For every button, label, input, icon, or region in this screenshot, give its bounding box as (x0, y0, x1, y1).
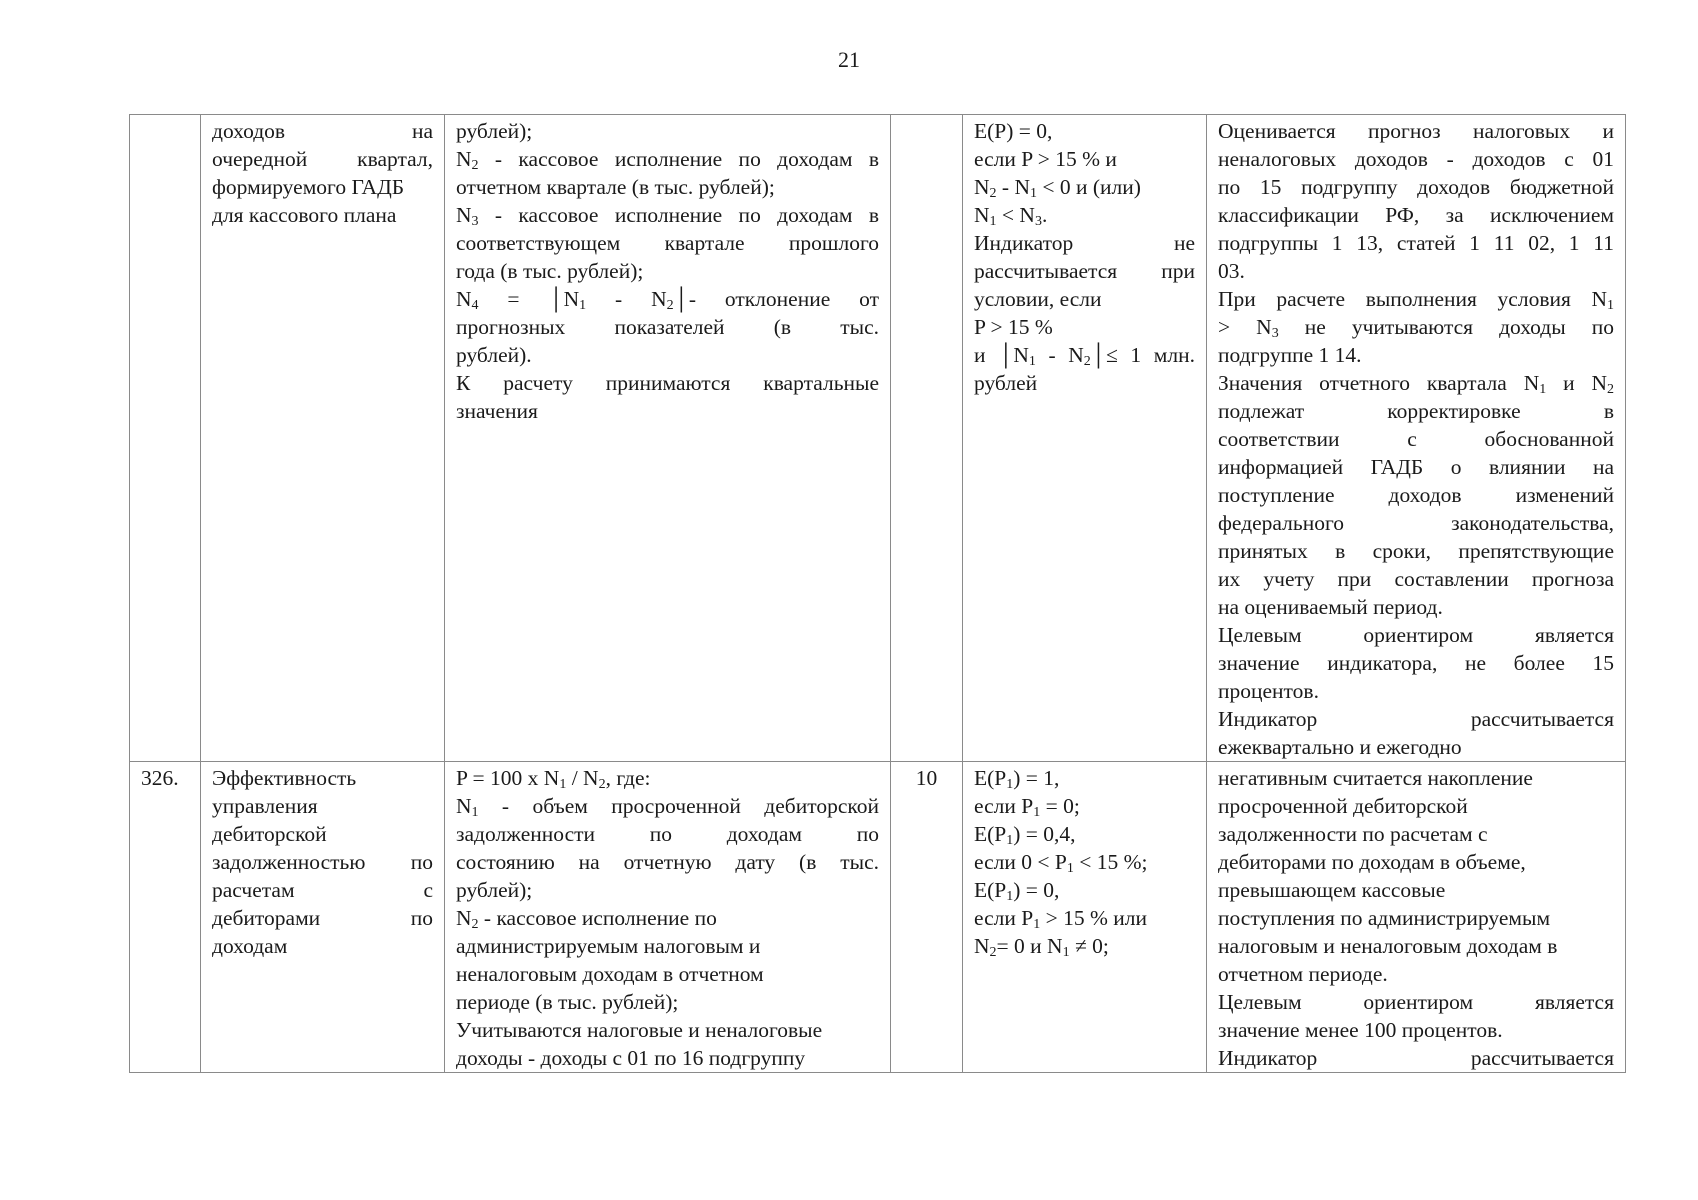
text-line: рассчитывается при (974, 259, 1195, 283)
text-line: $E(P_1) = 1$, (974, 766, 1060, 792)
text-line: задолженности по расчетам с (1218, 822, 1488, 846)
text-line: рублей (974, 371, 1038, 395)
text-line: доходов на (212, 119, 433, 143)
text-line: доходам (212, 934, 288, 958)
text-line: очередной квартал, (212, 147, 433, 171)
text-line: неналоговых доходов - доходов с 01 (1218, 147, 1614, 171)
text-line: значение индикатора, не более 15 (1218, 651, 1614, 675)
evaluation-values-cell (963, 115, 1207, 762)
text-line: задолженности по доходам по (456, 822, 879, 846)
text-line: расчетам с (212, 878, 433, 902)
text-line: рублей); (456, 878, 533, 902)
text-line: условии, если (974, 287, 1102, 311)
text-line: прогнозных показателей (в тыс. (456, 315, 879, 339)
indicator-number-cell: 326. (130, 762, 201, 1073)
text-line: Целевым ориентиром является (1218, 623, 1614, 647)
evaluation-values-cell (963, 762, 1207, 1073)
text-line: налоговым и неналоговым доходам в (1218, 934, 1558, 958)
text-line: подгруппы 1 13, статей 1 11 02, 1 11 (1218, 231, 1614, 255)
text-line: превышающем кассовые (1218, 878, 1446, 902)
text-line: состоянию на отчетную дату (в тыс. (456, 850, 879, 874)
text-line: отчетном квартале (в тыс. рублей); (456, 175, 775, 199)
page-number: 21 (838, 47, 860, 72)
weight-cell: 10 (891, 762, 963, 1073)
text-line: на оцениваемый период. (1218, 595, 1443, 619)
text-line: Учитываются налоговые и неналоговые (456, 1018, 823, 1042)
indicators-table (129, 114, 1626, 1073)
text-line: $N_2$ - кассовое исполнение по (456, 906, 717, 932)
text-line: Целевым ориентиром является (1218, 990, 1614, 1014)
text-line: и $│N_1$ - $N_2│\le 1$ млн. (974, 343, 1195, 369)
text-line: P > 15 % (974, 315, 1053, 339)
text-line: формируемого ГАДБ (212, 175, 405, 199)
text-line: для кассового плана (212, 203, 397, 227)
text-line: их учету при составлении прогноза (1218, 567, 1614, 591)
text-line: E(P) = 0, (974, 119, 1053, 143)
text-line: Эффективность (212, 766, 357, 790)
formula-cell (445, 115, 891, 762)
comment-cell (1207, 762, 1626, 1073)
text-line: > $N_3$ не учитываются доходы по (1218, 315, 1614, 341)
text-line: ежеквартально и ежегодно (1218, 735, 1462, 759)
text-line: классификации РФ, за исключением (1218, 203, 1614, 227)
text-line: $N_4$ = $│N_1$ - $N_2│-$ отклонение от (456, 287, 879, 313)
text-line: $E(P_1) = 0$, (974, 878, 1060, 904)
text-line: если P > 15 % и (974, 147, 1117, 171)
text-line: подгруппе 1 14. (1218, 343, 1362, 367)
text-line: Значения отчетного квартала $N_1$ и $N_2$ (1218, 371, 1614, 397)
formula-cell (445, 762, 891, 1073)
text-line: поступления по администрируемым (1218, 906, 1551, 930)
text-line: $N_1$ - объем просроченной дебиторской (456, 794, 879, 820)
text-line: рублей). (456, 343, 532, 367)
text-line: значения (456, 399, 538, 423)
text-line: отчетном периоде. (1218, 962, 1388, 986)
indicator-name-cell (201, 115, 445, 762)
text-line: федерального законодательства, (1218, 511, 1614, 535)
weight-cell (891, 115, 963, 762)
text-line: периоде (в тыс. рублей); (456, 990, 679, 1014)
text-line: неналоговым доходам в отчетном (456, 962, 764, 986)
text-line: администрируемым налоговым и (456, 934, 761, 958)
indicator-name-cell (201, 762, 445, 1073)
text-line: года (в тыс. рублей); (456, 259, 644, 283)
text-line: дебиторами по доходам в объеме, (1218, 850, 1526, 874)
text-line: дебиторской (212, 822, 327, 846)
text-line: Оценивается прогноз налоговых и (1218, 119, 1614, 143)
table-row (130, 115, 1626, 762)
text-line: $N_2= 0$ и $N_1 \ne 0$; (974, 934, 1109, 960)
text-line: $N_2$ - кассовое исполнение по доходам в (456, 147, 879, 173)
text-line: управления (212, 794, 318, 818)
text-line: подлежат корректировке в (1218, 399, 1614, 423)
text-line: соответствии с обоснованной (1218, 427, 1614, 451)
text-line: дебиторами по (212, 906, 433, 930)
comment-cell (1207, 115, 1626, 762)
text-line: соответствующем квартале прошлого (456, 231, 879, 255)
text-line: если $0 < P_1 < 15$ %; (974, 850, 1148, 876)
text-line: P = 100 x $N_1 / N_2$, где: (456, 766, 651, 792)
text-line: если $P_1 > 15$ % или (974, 906, 1147, 932)
text-line: 03. (1218, 259, 1245, 283)
text-line: значение менее 100 процентов. (1218, 1018, 1503, 1042)
text-line: $N_3$ - кассовое исполнение по доходам в (456, 203, 879, 229)
text-line: негативным считается накопление (1218, 766, 1533, 790)
text-line: $N_1 < N_3$. (974, 203, 1048, 229)
text-line: $E(P_1) = 0,4$, (974, 822, 1076, 848)
text-line: информацией ГАДБ о влиянии на (1218, 455, 1614, 479)
text-line: рублей); (456, 119, 533, 143)
text-line: поступление доходов изменений (1218, 483, 1614, 507)
text-line: просроченной дебиторской (1218, 794, 1468, 818)
text-line: задолженностью по (212, 850, 433, 874)
text-line: принятых в сроки, препятствующие (1218, 539, 1614, 563)
text-line: если $P_1 = 0$; (974, 794, 1080, 820)
text-line: Индикатор не (974, 231, 1195, 255)
indicator-number-cell (130, 115, 201, 762)
text-line: по 15 подгруппу доходов бюджетной (1218, 175, 1614, 199)
table-row (130, 762, 1626, 1073)
text-line: доходы - доходы с 01 по 16 подгруппу (456, 1046, 806, 1070)
text-line: $N_2 - N_1 < 0$ и (или) (974, 175, 1141, 201)
text-line: При расчете выполнения условия $N_1$ (1218, 287, 1614, 313)
text-line: К расчету принимаются квартальные (456, 371, 879, 395)
text-line: процентов. (1218, 679, 1319, 703)
text-line: Индикатор рассчитывается (1218, 1046, 1614, 1070)
text-line: Индикатор рассчитывается (1218, 707, 1614, 731)
